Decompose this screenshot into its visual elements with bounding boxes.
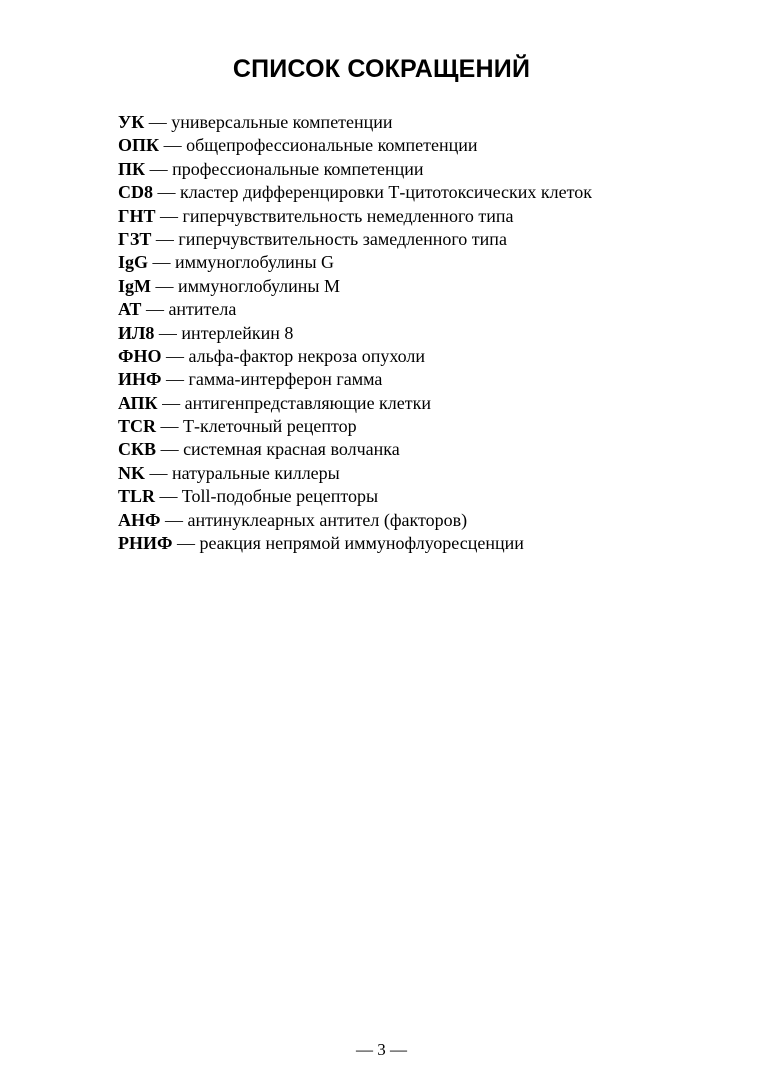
page-number: — 3 —	[356, 1040, 407, 1059]
abbreviation-separator: —	[153, 182, 180, 203]
abbreviation-item	[118, 134, 743, 157]
abbreviation-term: TLR	[118, 486, 156, 507]
abbreviation-term: CD8	[118, 182, 153, 203]
abbreviation-separator: —	[155, 205, 183, 226]
abbreviation-term: ИЛ8	[118, 322, 155, 343]
abbreviation-item	[118, 251, 743, 274]
abbreviation-item	[118, 158, 743, 181]
abbreviation-separator: —	[155, 486, 182, 507]
abbreviation-term: АТ	[118, 299, 142, 320]
abbreviation-term: РНИФ	[118, 533, 173, 554]
abbreviation-term: ФНО	[118, 345, 162, 366]
abbreviation-term: NK	[118, 462, 145, 483]
abbreviation-term: АПК	[118, 392, 158, 413]
abbreviation-definition: антитела	[168, 299, 237, 320]
abbreviation-separator: —	[161, 369, 189, 390]
abbreviation-term: ОПК	[118, 135, 160, 156]
abbreviation-item	[118, 532, 743, 555]
abbreviation-separator: —	[161, 345, 189, 366]
abbreviation-term: ГНТ	[118, 205, 156, 226]
abbreviation-separator: —	[148, 252, 176, 273]
abbreviation-separator: —	[156, 416, 184, 437]
abbreviation-separator: —	[141, 299, 169, 320]
page-title: СПИСОК СОКРАЩЕНИЙ	[232, 55, 531, 83]
abbreviation-separator: —	[172, 533, 200, 554]
abbreviation-definition: Toll-подобные рецепторы	[181, 486, 379, 507]
abbreviation-separator: —	[154, 322, 182, 343]
abbreviation-definition: Т-клеточный рецептор	[183, 416, 357, 437]
abbreviation-item	[118, 228, 743, 251]
abbreviation-term: ИНФ	[118, 369, 162, 390]
abbreviation-item	[118, 485, 743, 508]
abbreviation-separator: —	[144, 112, 172, 132]
abbreviation-separator: —	[151, 275, 178, 296]
abbreviation-item	[118, 368, 743, 391]
abbreviation-definition: натуральные киллеры	[172, 462, 340, 483]
abbreviation-definition: антинуклеарных антител (факторов)	[187, 509, 468, 530]
abbreviation-separator: —	[157, 392, 185, 413]
abbreviation-list	[118, 111, 743, 555]
abbreviation-item	[118, 181, 743, 204]
abbreviation-definition: кластер дифференцировки Т-цитотоксических клеток	[180, 182, 592, 203]
abbreviation-item	[118, 275, 743, 298]
abbreviation-item	[118, 438, 743, 461]
abbreviation-definition: альфа-фактор некроза опухоли	[188, 345, 426, 366]
abbreviation-term: IgM	[118, 275, 151, 296]
abbreviation-item	[118, 509, 743, 532]
abbreviation-separator: —	[145, 462, 172, 483]
abbreviation-definition: антигенпредставляющие клетки	[184, 392, 432, 413]
abbreviation-term: IgG	[118, 252, 149, 273]
abbreviation-item	[118, 345, 743, 368]
abbreviation-definition: иммуноглобулины G	[175, 252, 335, 273]
abbreviation-separator: —	[151, 228, 179, 249]
abbreviation-item	[118, 322, 743, 345]
abbreviation-term: АНФ	[118, 509, 161, 530]
abbreviation-separator: —	[159, 135, 187, 156]
abbreviation-definition: гамма-интерферон гамма	[188, 369, 383, 390]
abbreviation-term: ГЗТ	[118, 228, 152, 249]
abbreviation-definition: общепрофессиональные компетенции	[186, 135, 478, 156]
abbreviation-item	[118, 415, 743, 438]
abbreviation-definition: гиперчувствительность немедленного типа	[182, 205, 514, 226]
abbreviation-item	[118, 298, 743, 321]
abbreviation-term: ПК	[118, 158, 146, 179]
abbreviation-definition: гиперчувствительность замедленного типа	[178, 228, 507, 249]
abbreviation-separator: —	[160, 509, 188, 530]
abbreviation-item	[118, 392, 743, 415]
abbreviation-term: УК	[118, 112, 145, 132]
abbreviation-separator: —	[156, 439, 184, 460]
abbreviation-item	[118, 111, 743, 134]
abbreviation-definition: реакция непрямой иммунофлуоресценции	[199, 533, 524, 554]
abbreviation-definition: профессиональные компетенции	[172, 158, 424, 179]
abbreviation-term: TCR	[118, 416, 157, 437]
abbreviation-definition: универсальные компетенции	[171, 112, 393, 132]
abbreviation-definition: иммуноглобулины M	[178, 275, 341, 296]
abbreviation-definition: системная красная волчанка	[183, 439, 400, 460]
abbreviation-item	[118, 462, 743, 485]
abbreviation-separator: —	[145, 158, 173, 179]
abbreviation-item	[118, 205, 743, 228]
abbreviation-term: СКВ	[118, 439, 157, 460]
abbreviation-definition: интерлейкин 8	[181, 322, 294, 343]
